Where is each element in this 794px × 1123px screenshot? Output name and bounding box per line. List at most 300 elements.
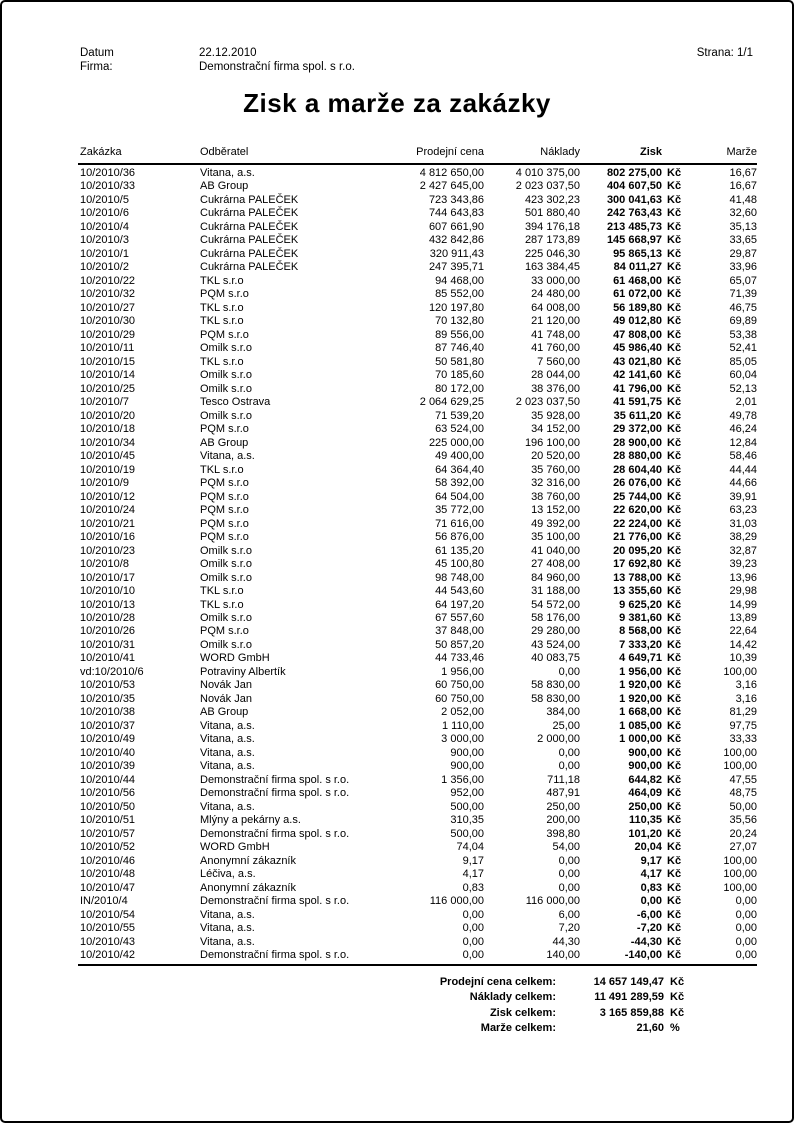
- table-row: [78, 801, 757, 814]
- order-cell: 10/2010/26: [80, 625, 136, 638]
- profit-cell: 9 381,60: [619, 611, 662, 624]
- price-cell: 67 557,60: [435, 611, 484, 624]
- table-row: [78, 922, 757, 935]
- profit-cell: 644,82: [628, 773, 662, 786]
- order-cell: 10/2010/18: [80, 423, 136, 436]
- totals-value: 14 657 149,47: [593, 976, 664, 988]
- customer-cell: Vitana, a.s.: [200, 719, 255, 732]
- customer-cell: TKL s.r.o: [200, 585, 244, 598]
- table-row: [78, 760, 757, 773]
- margin-cell: 32,60: [729, 207, 757, 220]
- currency-label: Kč: [667, 315, 682, 328]
- order-cell: 10/2010/3: [80, 234, 129, 247]
- costs-cell: 58 830,00: [531, 692, 580, 705]
- customer-cell: PQM s.r.o: [200, 517, 249, 530]
- profit-cell: 25 744,00: [613, 490, 662, 503]
- table-row: [78, 572, 757, 585]
- margin-cell: 100,00: [723, 881, 757, 894]
- price-cell: 44 733,46: [435, 652, 484, 665]
- profit-cell: 20 095,20: [613, 544, 662, 557]
- price-cell: 1 956,00: [441, 665, 484, 678]
- table-row: [78, 396, 757, 409]
- price-cell: 56 876,00: [435, 531, 484, 544]
- profit-cell: 0,83: [640, 881, 662, 894]
- profit-cell: 213 485,73: [606, 220, 662, 233]
- currency-label: Kč: [667, 247, 682, 260]
- profit-cell: 29 372,00: [613, 423, 662, 436]
- col-header-zisk: Zisk: [639, 146, 662, 158]
- price-cell: 64 197,20: [435, 598, 484, 611]
- price-cell: 500,00: [450, 800, 484, 813]
- price-cell: 744 643,83: [428, 207, 484, 220]
- costs-cell: 64 008,00: [531, 301, 580, 314]
- table-row: [78, 639, 757, 652]
- table-row: [78, 464, 757, 477]
- price-cell: 320 911,43: [429, 247, 484, 260]
- margin-cell: 85,05: [729, 355, 757, 368]
- margin-cell: 3,16: [735, 692, 757, 705]
- margin-cell: 2,01: [735, 396, 757, 409]
- totals-value: 3 165 859,88: [599, 1006, 664, 1019]
- customer-cell: TKL s.r.o: [200, 355, 244, 368]
- profit-cell: 43 021,80: [613, 355, 662, 368]
- currency-label: Kč: [667, 854, 682, 867]
- table-row: [78, 787, 757, 800]
- table-row: [78, 895, 757, 908]
- order-cell: 10/2010/27: [80, 301, 136, 314]
- report-title: Zisk a marže za zakázky: [243, 88, 551, 118]
- order-cell: 10/2010/24: [80, 504, 136, 517]
- margin-cell: 53,38: [729, 328, 757, 341]
- margin-cell: 52,13: [729, 382, 757, 395]
- profit-cell: 28 880,00: [613, 450, 662, 463]
- profit-cell: 242 763,43: [606, 207, 662, 220]
- order-cell: 10/2010/41: [80, 652, 136, 665]
- costs-cell: 27 408,00: [531, 558, 580, 571]
- price-cell: 2 064 629,25: [419, 396, 484, 409]
- order-cell: 10/2010/46: [80, 854, 136, 867]
- costs-cell: 84 960,00: [531, 571, 580, 584]
- order-cell: 10/2010/29: [80, 328, 136, 341]
- customer-cell: Cukrárna PALEČEK: [200, 207, 299, 220]
- table-row: [78, 261, 757, 274]
- profit-cell: 9,17: [640, 854, 662, 867]
- order-cell: 10/2010/8: [80, 558, 129, 571]
- currency-label: Kč: [667, 180, 682, 193]
- customer-cell: PQM s.r.o: [200, 477, 249, 490]
- customer-cell: TKL s.r.o: [200, 463, 244, 476]
- currency-label: Kč: [667, 261, 682, 274]
- costs-cell: 28 044,00: [531, 369, 580, 382]
- margin-cell: 49,78: [729, 409, 757, 422]
- table-row: [78, 558, 757, 571]
- price-cell: 64 364,40: [435, 463, 484, 476]
- table-header: [78, 145, 757, 165]
- price-cell: 50 581,80: [435, 355, 484, 368]
- costs-cell: 41 040,00: [531, 544, 580, 557]
- margin-cell: 29,98: [729, 585, 757, 598]
- margin-cell: 13,96: [729, 571, 757, 584]
- profit-cell: 28 604,40: [613, 463, 662, 476]
- table-row: [78, 437, 757, 450]
- price-cell: 2 427 645,00: [419, 180, 484, 193]
- company-row: [80, 60, 355, 74]
- margin-cell: 33,33: [729, 733, 757, 746]
- currency-label: Kč: [667, 450, 682, 463]
- price-cell: 63 524,00: [435, 423, 484, 436]
- costs-cell: 0,00: [558, 760, 580, 773]
- currency-label: Kč: [667, 841, 682, 854]
- table-row: [78, 410, 757, 423]
- costs-cell: 35 100,00: [531, 531, 580, 544]
- order-cell: vd:10/2010/6: [80, 665, 144, 678]
- currency-label: Kč: [667, 787, 682, 800]
- margin-cell: 22,64: [729, 625, 757, 638]
- customer-cell: Omilk s.r.o: [200, 571, 252, 584]
- order-cell: 10/2010/57: [80, 827, 136, 840]
- customer-cell: AB Group: [200, 436, 249, 449]
- profit-cell: 1 956,00: [619, 665, 662, 678]
- order-cell: 10/2010/36: [80, 167, 136, 179]
- currency-label: Kč: [667, 436, 682, 449]
- costs-cell: 7 560,00: [537, 355, 580, 368]
- currency-label: Kč: [667, 895, 682, 908]
- profit-cell: 84 011,27: [613, 261, 662, 274]
- profit-cell: 45 986,40: [613, 342, 662, 355]
- customer-cell: Omilk s.r.o: [200, 342, 252, 355]
- currency-label: Kč: [667, 760, 682, 773]
- margin-cell: 3,16: [735, 679, 757, 692]
- profit-cell: -44,30: [630, 935, 662, 948]
- table-row: [78, 275, 757, 288]
- margin-cell: 41,48: [729, 193, 757, 206]
- costs-cell: 140,00: [546, 949, 580, 962]
- order-cell: 10/2010/44: [80, 773, 136, 786]
- table-row: [78, 180, 757, 193]
- price-cell: 900,00: [450, 746, 484, 759]
- order-cell: 10/2010/28: [80, 611, 136, 624]
- margin-cell: 35,13: [729, 220, 757, 233]
- table-row: [78, 194, 757, 207]
- table-row: [78, 531, 757, 544]
- order-cell: 10/2010/54: [80, 908, 136, 921]
- profit-cell: 4,17: [640, 868, 662, 881]
- table-row: [78, 167, 757, 180]
- customer-cell: Vitana, a.s.: [200, 922, 255, 935]
- costs-cell: 196 100,00: [524, 436, 580, 449]
- costs-cell: 38 760,00: [531, 490, 580, 503]
- price-cell: 0,83: [462, 881, 484, 894]
- customer-cell: Vitana, a.s.: [200, 935, 255, 948]
- order-cell: 10/2010/9: [80, 477, 129, 490]
- margin-cell: 100,00: [723, 746, 757, 759]
- order-cell: IN/2010/4: [80, 895, 128, 908]
- price-cell: 35 772,00: [435, 504, 484, 517]
- profit-cell: 1 668,00: [619, 706, 662, 719]
- totals-row: [78, 990, 692, 1005]
- price-cell: 116 000,00: [429, 895, 484, 908]
- customer-cell: PQM s.r.o: [200, 328, 249, 341]
- customer-cell: Omilk s.r.o: [200, 611, 252, 624]
- order-cell: 10/2010/55: [80, 922, 136, 935]
- order-cell: 10/2010/14: [80, 369, 136, 382]
- costs-cell: 116 000,00: [525, 895, 580, 908]
- customer-cell: Demonstrační firma spol. s r.o.: [200, 949, 350, 962]
- customer-cell: Vitana, a.s.: [200, 908, 255, 921]
- currency-label: Kč: [667, 355, 682, 368]
- margin-cell: 0,00: [735, 908, 757, 921]
- costs-cell: 54,00: [552, 841, 580, 854]
- customer-cell: Tesco Ostrava: [200, 396, 271, 409]
- col-header-odberatel: Odběratel: [200, 146, 249, 158]
- totals-row: [78, 1006, 692, 1021]
- profit-cell: 61 468,00: [613, 274, 662, 287]
- order-cell: 10/2010/43: [80, 935, 136, 948]
- order-cell: 10/2010/23: [80, 544, 136, 557]
- price-cell: 70 132,80: [435, 315, 484, 328]
- currency-label: Kč: [667, 827, 682, 840]
- profit-cell: -140,00: [624, 949, 662, 962]
- costs-cell: 6,00: [558, 908, 580, 921]
- table-row: [78, 302, 757, 315]
- col-header-currency-spacer: [662, 145, 687, 160]
- table-row: [78, 356, 757, 369]
- table-row: [78, 774, 757, 787]
- customer-cell: Novák Jan: [200, 679, 252, 692]
- margin-cell: 35,56: [729, 814, 757, 827]
- currency-label: Kč: [667, 679, 682, 692]
- margin-cell: 63,23: [729, 504, 757, 517]
- currency-label: Kč: [667, 531, 682, 544]
- table-row: [78, 693, 757, 706]
- order-cell: 10/2010/56: [80, 787, 136, 800]
- date-row: [80, 46, 355, 60]
- currency-label: Kč: [667, 477, 682, 490]
- margin-cell: 46,24: [729, 423, 757, 436]
- order-cell: 10/2010/25: [80, 382, 136, 395]
- table-row: [78, 491, 757, 504]
- order-cell: 10/2010/38: [80, 706, 136, 719]
- table-row: [78, 909, 757, 922]
- totals-unit: Kč: [670, 1006, 685, 1019]
- price-cell: 1 356,00: [441, 773, 484, 786]
- margin-cell: 97,75: [729, 719, 757, 732]
- profit-cell: 56 189,80: [613, 301, 662, 314]
- profit-cell: 1 920,00: [619, 692, 662, 705]
- order-cell: 10/2010/39: [80, 760, 136, 773]
- margin-cell: 31,03: [729, 517, 757, 530]
- order-cell: 10/2010/37: [80, 719, 136, 732]
- price-cell: 9,17: [462, 854, 484, 867]
- order-cell: 10/2010/12: [80, 490, 136, 503]
- costs-cell: 32 316,00: [531, 477, 580, 490]
- price-cell: 2 052,00: [441, 706, 484, 719]
- price-cell: 89 556,00: [435, 328, 484, 341]
- price-cell: 44 543,60: [435, 585, 484, 598]
- margin-cell: 65,07: [729, 274, 757, 287]
- currency-label: Kč: [667, 908, 682, 921]
- currency-label: Kč: [667, 625, 682, 638]
- profit-cell: 17 692,80: [613, 558, 662, 571]
- customer-cell: Demonstrační firma spol. s r.o.: [200, 895, 350, 908]
- customer-cell: Demonstrační firma spol. s r.o.: [200, 827, 350, 840]
- profit-cell: 13 355,60: [613, 585, 662, 598]
- customer-cell: Demonstrační firma spol. s r.o.: [200, 787, 350, 800]
- currency-label: Kč: [667, 733, 682, 746]
- order-cell: 10/2010/49: [80, 733, 136, 746]
- report-table: [78, 145, 757, 966]
- price-cell: 4,17: [462, 868, 484, 881]
- customer-cell: Omilk s.r.o: [200, 409, 252, 422]
- currency-label: Kč: [667, 409, 682, 422]
- customer-cell: TKL s.r.o: [200, 598, 244, 611]
- price-cell: 85 552,00: [435, 288, 484, 301]
- price-cell: 310,35: [450, 814, 484, 827]
- customer-cell: AB Group: [200, 180, 249, 193]
- price-cell: 225 000,00: [428, 436, 484, 449]
- costs-cell: 0,00: [558, 868, 580, 881]
- customer-cell: Vitana, a.s.: [200, 800, 255, 813]
- profit-cell: 35 611,20: [613, 409, 662, 422]
- currency-label: Kč: [667, 369, 682, 382]
- costs-cell: 384,00: [546, 706, 580, 719]
- currency-label: Kč: [667, 234, 682, 247]
- margin-cell: 27,07: [729, 841, 757, 854]
- costs-cell: 54 572,00: [531, 598, 580, 611]
- costs-cell: 40 083,75: [531, 652, 580, 665]
- margin-cell: 20,24: [729, 827, 757, 840]
- company-label: Firma:: [80, 61, 113, 73]
- col-header-prodejni-cena: Prodejní cena: [416, 146, 484, 158]
- table-row: [78, 234, 757, 247]
- profit-cell: 300 041,63: [606, 193, 662, 206]
- customer-cell: Anonymní zákazník: [200, 854, 296, 867]
- table-row: [78, 814, 757, 827]
- table-row: [78, 221, 757, 234]
- currency-label: Kč: [667, 396, 682, 409]
- currency-label: Kč: [667, 463, 682, 476]
- totals-unit: Kč: [670, 991, 685, 1004]
- margin-cell: 38,29: [729, 531, 757, 544]
- costs-cell: 0,00: [558, 854, 580, 867]
- price-cell: 94 468,00: [435, 274, 484, 287]
- customer-cell: Cukrárna PALEČEK: [200, 234, 299, 247]
- currency-label: Kč: [667, 585, 682, 598]
- costs-cell: 31 188,00: [531, 585, 580, 598]
- customer-cell: Omilk s.r.o: [200, 369, 252, 382]
- table-row: [78, 612, 757, 625]
- customer-cell: Mlýny a pekárny a.s.: [200, 814, 301, 827]
- customer-cell: Omilk s.r.o: [200, 638, 252, 651]
- currency-label: Kč: [667, 167, 682, 179]
- margin-cell: 0,00: [735, 895, 757, 908]
- date-label: Datum: [80, 47, 114, 59]
- profit-cell: 145 668,97: [606, 234, 662, 247]
- currency-label: Kč: [667, 274, 682, 287]
- table-row: [78, 828, 757, 841]
- order-cell: 10/2010/17: [80, 571, 136, 584]
- currency-label: Kč: [667, 571, 682, 584]
- profit-cell: 41 796,00: [613, 382, 662, 395]
- customer-cell: Vitana, a.s.: [200, 450, 255, 463]
- costs-cell: 163 384,45: [524, 261, 580, 274]
- price-cell: 3 000,00: [441, 733, 484, 746]
- order-cell: 10/2010/13: [80, 598, 136, 611]
- costs-cell: 33 000,00: [531, 274, 580, 287]
- currency-label: Kč: [667, 719, 682, 732]
- price-cell: 58 392,00: [435, 477, 484, 490]
- table-row: [78, 666, 757, 679]
- costs-cell: 0,00: [558, 665, 580, 678]
- customer-cell: AB Group: [200, 706, 249, 719]
- table-row: [78, 882, 757, 895]
- table-row: [78, 450, 757, 463]
- margin-cell: 58,46: [729, 450, 757, 463]
- order-cell: 10/2010/31: [80, 638, 136, 651]
- customer-cell: WORD GmbH: [200, 841, 270, 854]
- price-cell: 4 812 650,00: [419, 167, 484, 179]
- table-row: [78, 369, 757, 382]
- order-cell: 10/2010/32: [80, 288, 136, 301]
- profit-cell: 42 141,60: [613, 369, 662, 382]
- table-row: [78, 545, 757, 558]
- table-row: [78, 207, 757, 220]
- margin-cell: 81,29: [729, 706, 757, 719]
- price-cell: 64 504,00: [435, 490, 484, 503]
- margin-cell: 16,67: [729, 167, 757, 179]
- profit-cell: 49 012,80: [613, 315, 662, 328]
- profit-cell: 101,20: [628, 827, 662, 840]
- margin-cell: 100,00: [723, 868, 757, 881]
- customer-cell: Omilk s.r.o: [200, 544, 252, 557]
- currency-label: Kč: [667, 706, 682, 719]
- customer-cell: PQM s.r.o: [200, 531, 249, 544]
- costs-cell: 41 760,00: [531, 342, 580, 355]
- margin-cell: 14,42: [729, 638, 757, 651]
- price-cell: 0,00: [462, 908, 484, 921]
- costs-cell: 13 152,00: [531, 504, 580, 517]
- price-cell: 98 748,00: [435, 571, 484, 584]
- costs-cell: 43 524,00: [531, 638, 580, 651]
- profit-cell: 404 607,50: [606, 180, 662, 193]
- costs-cell: 25,00: [552, 719, 580, 732]
- customer-cell: Vitana, a.s.: [200, 733, 255, 746]
- margin-cell: 46,75: [729, 301, 757, 314]
- table-row: [78, 248, 757, 261]
- order-cell: 10/2010/30: [80, 315, 136, 328]
- customer-cell: Omilk s.r.o: [200, 558, 252, 571]
- price-cell: 61 135,20: [435, 544, 484, 557]
- profit-cell: 1 085,00: [619, 719, 662, 732]
- currency-label: Kč: [667, 868, 682, 881]
- table-row: [78, 936, 757, 949]
- customer-cell: PQM s.r.o: [200, 625, 249, 638]
- costs-cell: 7,20: [558, 922, 580, 935]
- margin-cell: 100,00: [723, 760, 757, 773]
- table-row: [78, 855, 757, 868]
- profit-cell: 95 865,13: [613, 247, 662, 260]
- price-cell: 607 661,90: [428, 220, 484, 233]
- order-cell: 10/2010/21: [80, 517, 136, 530]
- profit-cell: 28 900,00: [613, 436, 662, 449]
- costs-cell: 394 176,18: [524, 220, 580, 233]
- currency-label: Kč: [667, 611, 682, 624]
- order-cell: 10/2010/50: [80, 800, 136, 813]
- margin-cell: 33,96: [729, 261, 757, 274]
- margin-cell: 0,00: [735, 922, 757, 935]
- totals-unit: %: [670, 1021, 680, 1034]
- table-body: [78, 165, 757, 966]
